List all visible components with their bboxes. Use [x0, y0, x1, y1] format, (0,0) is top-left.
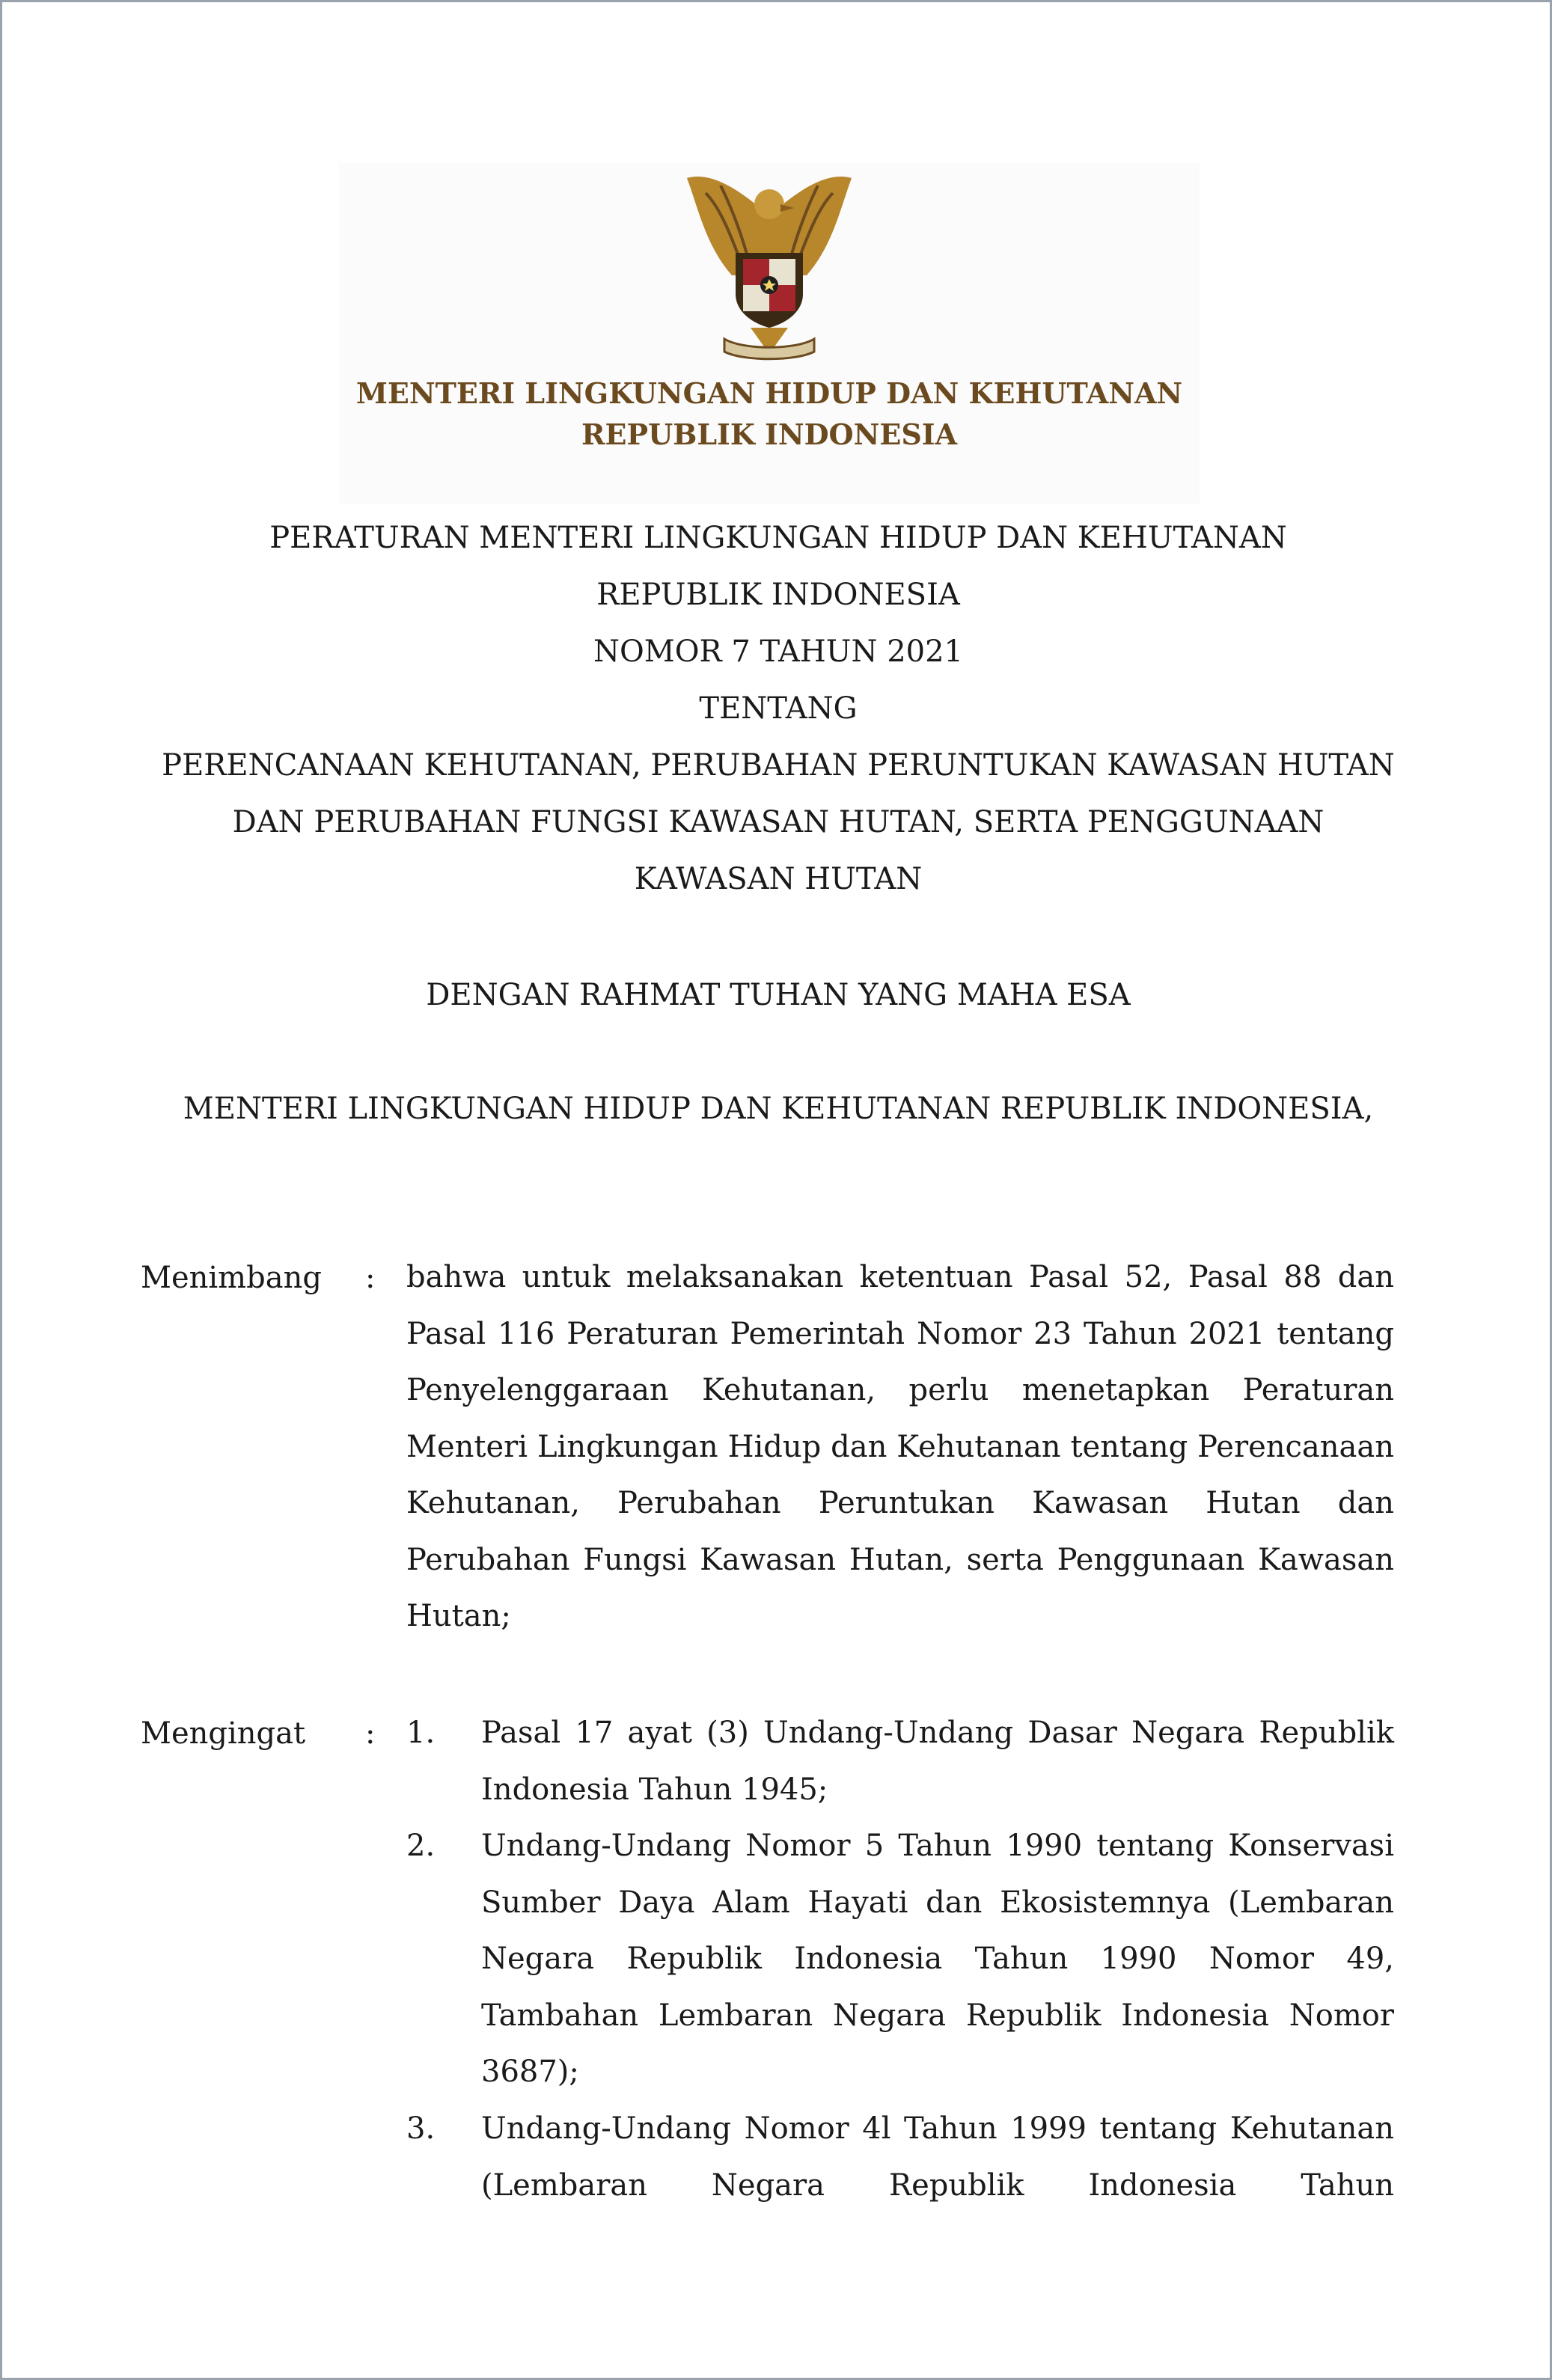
mengingat-item-text: Pasal 17 ayat (3) Undang-Undang Dasar Negara Republik Indonesia Tahun 1945; [481, 1716, 1394, 1807]
letterhead [339, 163, 1200, 504]
mengingat-colon: : [365, 1716, 376, 1751]
regulation-subject-line-3: KAWASAN HUTAN [634, 862, 923, 896]
letterhead-title: MENTERI LINGKUNGAN HIDUP DAN KEHUTANAN [355, 376, 1183, 410]
menimbang-colon: : [365, 1261, 376, 1295]
mengingat-item-number: 1. [406, 1716, 436, 1750]
regulation-title-line-1: PERATURAN MENTERI LINGKUNGAN HIDUP DAN KEHUTANAN [269, 521, 1287, 555]
minister-title: MENTERI LINGKUNGAN HIDUP DAN KEHUTANAN REPUBLIK INDONESIA, [183, 1092, 1374, 1126]
regulation-tentang: TENTANG [699, 691, 858, 726]
mengingat-item-text: Undang-Undang Nomor 5 Tahun 1990 tentang Konservasi Sumber Daya Alam Hayati dan Ekosistemnya (Lembaran Negara Republik Indonesia Tahun 1990 Nomor 49, Tambahan Lembaran Negara Republik Indonesia Nomor 3687); [481, 1829, 1394, 2089]
regulation-subject-line-1: PERENCANAAN KEHUTANAN, PERUBAHAN PERUNTUKAN KAWASAN HUTAN [162, 748, 1395, 783]
regulation-title-line-2: REPUBLIK INDONESIA [596, 578, 960, 612]
invocation: DENGAN RAHMAT TUHAN YANG MAHA ESA [426, 978, 1131, 1012]
regulation-number: NOMOR 7 TAHUN 2021 [593, 634, 964, 669]
mengingat-item-number: 3. [406, 2111, 436, 2146]
regulation-subject-line-2: DAN PERUBAHAN FUNGSI KAWASAN HUTAN, SERTA PENGGUNAAN [232, 805, 1325, 839]
mengingat-item-number: 2. [406, 1829, 436, 1863]
mengingat-item-text: Undang-Undang Nomor 4l Tahun 1999 tentang Kehutanan (Lembaran Negara Republik Indonesia Tahun [481, 2111, 1394, 2203]
menimbang-label: Menimbang [141, 1261, 322, 1295]
menimbang-text: bahwa untuk melaksanakan ketentuan Pasal 52, Pasal 88 dan Pasal 116 Peraturan Pemerintah Nomor 23 Tahun 2021 tentang Penyelenggaraan Kehutanan, perlu menetapkan Peraturan Menteri Lingkungan Hidup dan Kehutanan tentang Perencanaan Kehutanan, Perubahan Peruntukan Kawasan Hutan dan Perubahan Fungsi Kawasan Hutan, serta Penggunaan Kawasan Hutan; [406, 1260, 1394, 1633]
mengingat-label: Mengingat [141, 1716, 306, 1751]
garuda-emblem-icon [661, 163, 878, 376]
letterhead-subtitle: REPUBLIK INDONESIA [581, 417, 958, 451]
